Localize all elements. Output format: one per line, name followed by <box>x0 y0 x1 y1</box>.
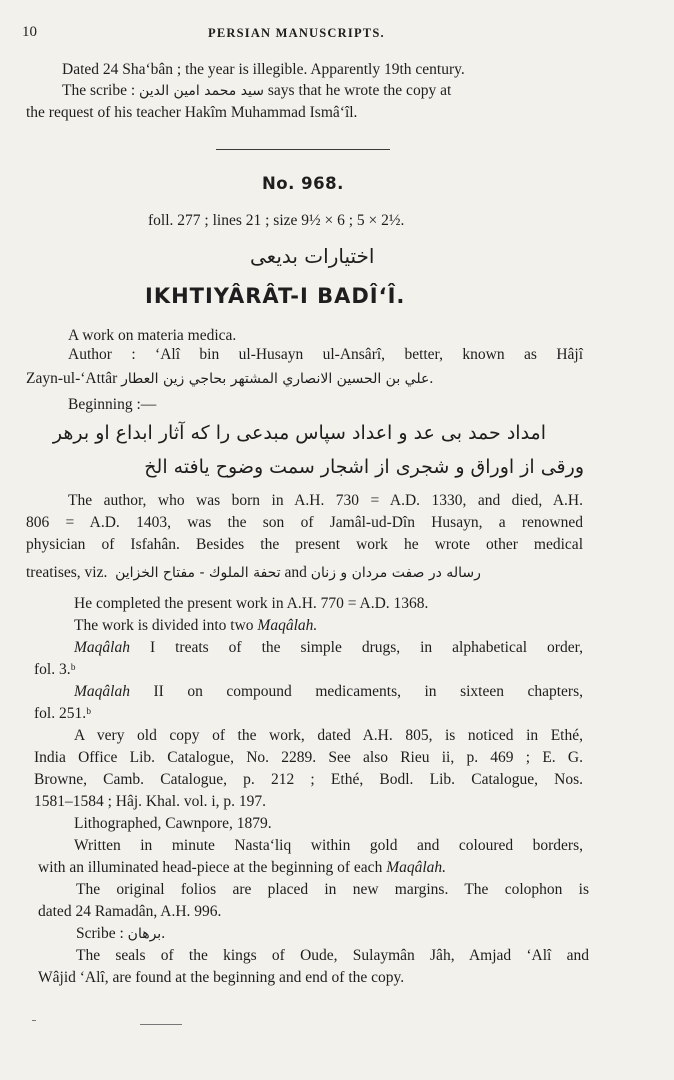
author-line-2: Zayn-ul-‘Attâr علي بن الحسين الانصاري المشتهر بحاجي زين العطار. <box>26 370 434 387</box>
body-p1-line-4: treatises, viz. تحفة الملوك - مفتاح الخزاين and رساله در صفت مردان و زنان <box>26 564 481 581</box>
body-p11-line-2: Wâjid ‘Alî, are found at the beginning and end of the copy. <box>38 969 405 986</box>
treatise-title-arabic-1: تحفة الملوك - مفتاح الخزاين <box>115 565 281 581</box>
body-p1-line-3: physician of Isfahân. Besides the present work he wrote other medical <box>26 536 583 553</box>
page-number: 10 <box>22 24 37 40</box>
author-line-1: Author : ‘Alî bin ul-Husayn ul-Ansârî, better, known as Hâjî <box>68 346 583 363</box>
body-p5-line-2: fol. 251.ᵇ <box>34 705 91 722</box>
scan-mark <box>140 1024 182 1025</box>
incipit-line-2: ورقی از اوراق و شجری از اشجار سمت وضوح یافته الخ <box>144 456 584 478</box>
scan-mark-dot <box>32 1020 36 1021</box>
scribe-name-arabic: سید محمد امین الدین <box>139 83 265 99</box>
treatise-title-arabic-2: رساله در صفت مردان و زنان <box>310 565 481 581</box>
body-p8-line-1: Written in minute Nasta‘liq within gold and coloured borders, <box>74 837 583 854</box>
author-name-arabic: علي بن الحسين الانصاري المشتهر بحاجي زين العطار <box>121 371 430 387</box>
work-description: A work on materia medica. <box>68 327 237 344</box>
body-p6-line-3: Browne, Camb. Catalogue, p. 212 ; Ethé, Bodl. Lib. Catalogue, Nos. <box>34 771 583 788</box>
body-p11-line-1: The seals of the kings of Oude, Sulaymân Jâh, Amjad ‘Alî and <box>76 947 589 964</box>
incipit-line-1: امداد حمد بی عد و اعداد سپاس مبدعی را که آثار ابداع او برهر <box>52 422 546 444</box>
entry-title: IKHTIYÂRÂT-I BADÎ‘Î. <box>145 284 406 308</box>
body-p10: Scribe : برهان. <box>76 925 166 942</box>
body-p9-line-2: dated 24 Ramadân, A.H. 996. <box>38 903 222 920</box>
body-p7: Lithographed, Cawnpore, 1879. <box>74 815 272 832</box>
beginning-label: Beginning :— <box>68 396 157 413</box>
body-p1-line-2: 806 = A.D. 1403, was the son of Jamâl-ud-Dîn Husayn, a renowned <box>26 514 583 531</box>
body-p5-line-1: Maqâlah II on compound medicaments, in sixteen chapters, <box>74 683 584 700</box>
section-divider <box>216 149 390 150</box>
prev-entry-line-3: the request of his teacher Hakîm Muhammad Ismâ‘îl. <box>26 104 358 121</box>
body-p8-line-2: with an illuminated head-piece at the beginning of each Maqâlah. <box>38 859 447 876</box>
body-p2: He completed the present work in A.H. 770 = A.D. 1368. <box>74 595 429 612</box>
body-p6-line-2: India Office Lib. Catalogue, No. 2289. See also Rieu ii, p. 469 ; E. G. <box>34 749 583 766</box>
scribe-arabic: برهان <box>127 926 162 942</box>
body-p6-line-4: 1581–1584 ; Hâj. Khal. vol. i, p. 197. <box>34 793 267 810</box>
body-p6-line-1: A very old copy of the work, dated A.H. 805, is noticed in Ethé, <box>74 727 583 744</box>
prev-entry-line-2: The scribe : سید محمد امین الدین says that he wrote the copy at <box>62 82 452 99</box>
body-p4-line-1: Maqâlah I treats of the simple drugs, in alphabetical order, <box>74 639 583 656</box>
title-arabic: اختیارات بدیعی <box>250 244 375 268</box>
body-p9-line-1: The original folios are placed in new margins. The colophon is <box>76 881 589 898</box>
folio-details: foll. 277 ; lines 21 ; size 9½ × 6 ; 5 × 2½. <box>148 212 405 229</box>
body-p1-line-1: The author, who was born in A.H. 730 = A.D. 1330, and died, A.H. <box>68 492 583 509</box>
running-title: PERSIAN MANUSCRIPTS. <box>208 26 385 40</box>
entry-number: No. 968. <box>262 174 344 193</box>
body-p4-line-2: fol. 3.ᵇ <box>34 661 76 678</box>
prev-entry-line-1: Dated 24 Sha‘bân ; the year is illegible. Apparently 19th century. <box>62 61 465 78</box>
body-p3: The work is divided into two Maqâlah. <box>74 617 318 634</box>
